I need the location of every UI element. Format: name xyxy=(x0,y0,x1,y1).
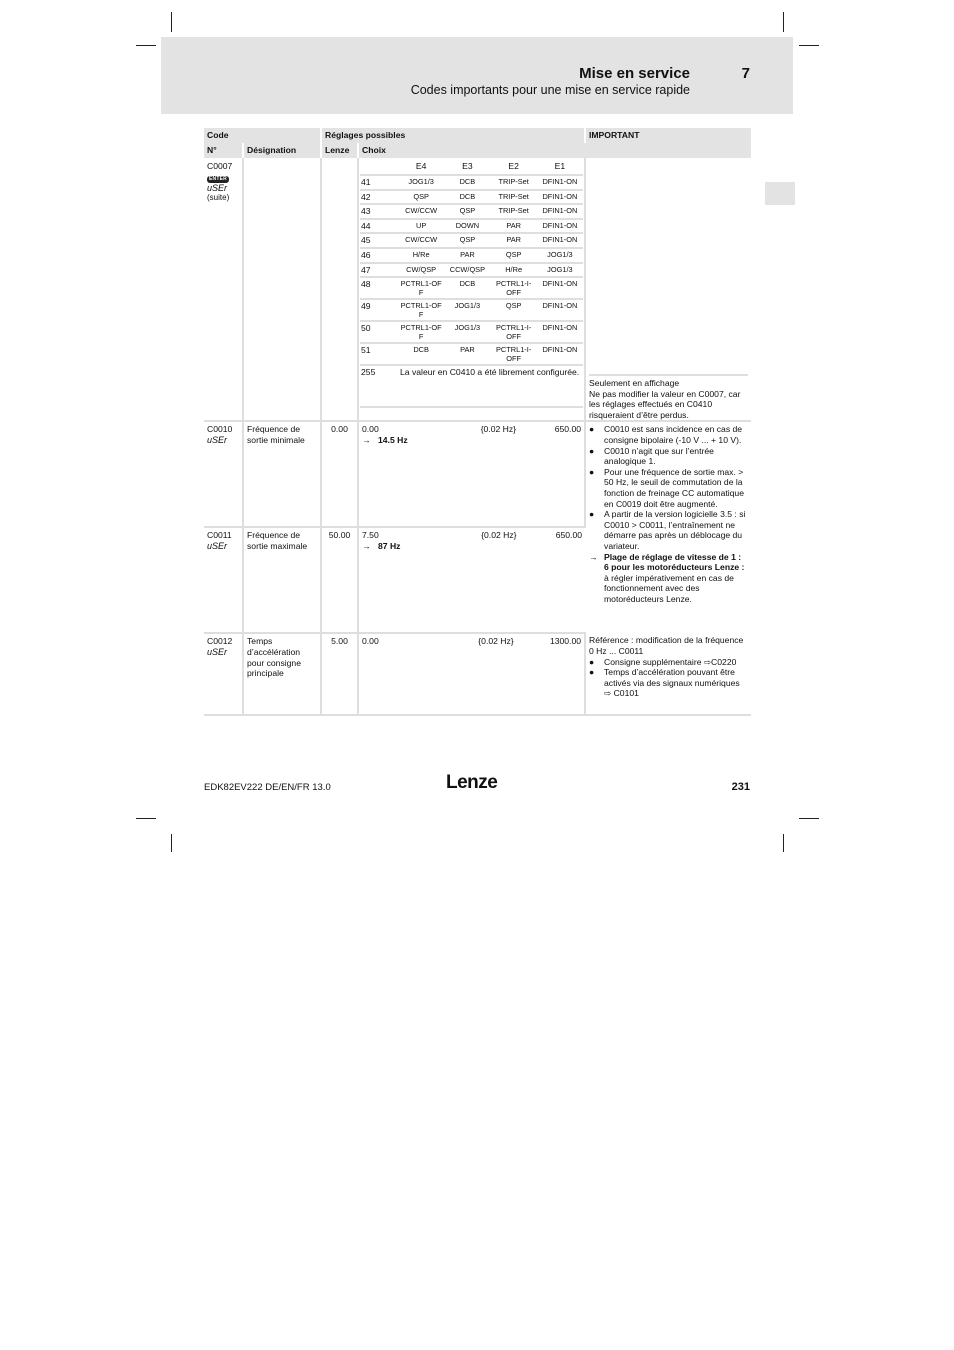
header-designation: Désignation xyxy=(243,143,321,158)
selection-rows xyxy=(360,175,583,365)
row-number: 255 xyxy=(360,365,398,407)
selection-row xyxy=(360,233,583,248)
value-e1: DFIN1-ON xyxy=(537,190,583,205)
note-analog-input: C0010 n’agit que sur l’entrée analogique 1. xyxy=(604,445,714,467)
table-row-c0007 xyxy=(204,158,751,421)
row-number: 50 xyxy=(360,321,398,343)
bullet-icon: ● xyxy=(589,424,595,435)
crop-mark xyxy=(799,818,819,819)
selection-row xyxy=(360,299,583,321)
value-e2: PCTRL1-I-OFF xyxy=(491,321,537,343)
code-number: C0012 xyxy=(207,636,233,647)
crop-mark xyxy=(783,834,784,852)
row-number: 41 xyxy=(360,175,398,190)
value-e4: CW/CCW xyxy=(398,204,444,219)
important-cell xyxy=(585,633,751,715)
lenze-logo: Lenze xyxy=(446,772,498,793)
page-title: Mise en service xyxy=(579,65,690,82)
bullet-icon: ● xyxy=(589,466,595,477)
row-number: 51 xyxy=(360,343,398,365)
value-e3: DOWN xyxy=(444,219,490,234)
value-e3: PAR xyxy=(444,343,490,365)
code-cell xyxy=(204,158,243,421)
value-e4: PCTRL1-OF F xyxy=(398,321,444,343)
header-settings: Réglages possibles xyxy=(321,128,585,143)
value-e3: DCB xyxy=(444,175,490,190)
row-number: 42 xyxy=(360,190,398,205)
bullet-icon: ● xyxy=(589,667,595,678)
range-step: {0.02 Hz} xyxy=(478,636,514,647)
row-number: 47 xyxy=(360,263,398,278)
code-number: C0007 xyxy=(207,161,233,171)
value-e1: DFIN1-ON xyxy=(537,204,583,219)
value-e3: QSP xyxy=(444,233,490,248)
user-menu-label: uSEr xyxy=(207,182,228,193)
value-e4: CW/QSP xyxy=(398,263,444,278)
row-number: 43 xyxy=(360,204,398,219)
bullet-icon: ● xyxy=(589,509,595,520)
note-speed-range-text: à régler impérativement en cas de fonctionnement avec des motoréducteurs Lenze. xyxy=(604,572,734,604)
crop-mark xyxy=(136,45,156,46)
selection-row xyxy=(360,248,583,263)
code-cell xyxy=(204,633,243,715)
code-number: C0011 xyxy=(207,530,232,541)
document-id: EDK82EV222 DE/EN/FR 13.0 xyxy=(204,782,331,793)
note-bipolar: C0010 est sans incidence en cas de consigne bipolaire (-10 V ... + 10 V). xyxy=(604,424,743,445)
crop-mark xyxy=(783,12,784,32)
value-e3: CCW/QSP xyxy=(444,263,490,278)
selection-row xyxy=(360,219,583,234)
value-e2: PAR xyxy=(491,219,537,234)
value-e3: DCB xyxy=(444,277,490,299)
value-e1: DFIN1-ON xyxy=(537,219,583,234)
note-additional-setpoint: Consigne supplémentaire ⇨C0220 xyxy=(604,656,737,667)
designation-cell xyxy=(243,158,321,421)
table-row-c0012 xyxy=(204,633,751,715)
choice-cell xyxy=(358,633,585,715)
important-cell-c0010-c0011 xyxy=(585,421,751,633)
code-cell xyxy=(204,421,243,527)
value-e4: PCTRL1-OF F xyxy=(398,277,444,299)
value-e2: QSP xyxy=(491,299,537,321)
important-cell xyxy=(585,158,751,421)
value-e2: QSP xyxy=(491,248,537,263)
crop-mark xyxy=(171,834,172,852)
enter-key-icon: ENTER xyxy=(209,175,227,182)
page-header xyxy=(161,37,793,114)
page-number: 231 xyxy=(731,781,750,793)
value-e4: CW/CCW xyxy=(398,233,444,248)
value-e3: JOG1/3 xyxy=(444,321,490,343)
note-software-version: A partir de la version logicielle 3.5 : si C0010 > C0011, l’entraînement ne démarre pas après un déblocage du variateur. xyxy=(604,509,746,551)
col-e1: E1 xyxy=(537,160,583,175)
value-e1: DFIN1-ON xyxy=(537,343,583,365)
range-max: 650.00 xyxy=(555,530,583,541)
value-e3: JOG1/3 xyxy=(444,299,490,321)
header-lenze: Lenze xyxy=(321,143,358,158)
value-e2: PCTRL1-I-OFF xyxy=(491,343,537,365)
lenze-default: 0.00 xyxy=(321,421,358,527)
value-e4: PCTRL1-OF F xyxy=(398,299,444,321)
range-max: 1300.00 xyxy=(549,636,582,647)
value-e1: DFIN1-ON xyxy=(537,321,583,343)
arrow-right-icon: → xyxy=(362,540,371,551)
user-menu-label: uSEr xyxy=(207,646,228,657)
designation-cell: Fréquence de sortie minimale xyxy=(243,421,321,527)
parameter-table xyxy=(204,128,751,716)
row-number: 48 xyxy=(360,277,398,299)
value-e1: JOG1/3 xyxy=(537,248,583,263)
code-number: C0010 xyxy=(207,424,233,435)
display-only-note: Seulement en affichage xyxy=(589,378,680,388)
selection-row xyxy=(360,343,583,365)
value-e2: PAR xyxy=(491,233,537,248)
value-e4: DCB xyxy=(398,343,444,365)
row-255-text: La valeur en C0410 a été librement configurée. xyxy=(398,365,583,407)
note-speed-range-title: Plage de réglage de vitesse de 1 : 6 pour les motoréducteurs Lenze : xyxy=(604,551,745,573)
crop-mark xyxy=(136,818,156,819)
range-min: 0.00 xyxy=(362,636,379,647)
lenze-default: 50.00 xyxy=(321,527,358,633)
value-e2: H/Re xyxy=(491,263,537,278)
value-e2: PCTRL1-I-OFF xyxy=(491,277,537,299)
row-number: 46 xyxy=(360,248,398,263)
bullet-icon: ● xyxy=(589,656,595,667)
selection-subtable xyxy=(360,160,583,408)
row-number: 45 xyxy=(360,233,398,248)
range-min: 7.50 xyxy=(362,530,379,541)
row-255 xyxy=(360,365,583,407)
header-choice: Choix xyxy=(358,143,585,158)
choice-cell xyxy=(358,527,585,633)
value-e1: DFIN1-ON xyxy=(537,277,583,299)
bullet-icon: ● xyxy=(589,445,595,456)
page-subtitle: Codes importants pour une mise en service rapide xyxy=(410,83,690,97)
range-max: 650.00 xyxy=(554,424,582,435)
value-e4: JOG1/3 xyxy=(398,175,444,190)
value-e1: JOG1/3 xyxy=(537,263,583,278)
value-e2: TRIP-Set xyxy=(491,204,537,219)
subtable-header xyxy=(360,160,583,175)
note-reference: Référence : modification de la fréquence 0 Hz ... C0011 xyxy=(589,635,744,656)
range-min: 0.00 xyxy=(362,424,379,435)
arrow-right-icon: → xyxy=(589,551,598,562)
selection-row xyxy=(360,175,583,190)
designation-cell: Temps d’accélération pour consigne principale xyxy=(243,633,321,715)
value-e3: DCB xyxy=(444,190,490,205)
value-e1: DFIN1-ON xyxy=(537,233,583,248)
code-cell xyxy=(204,527,243,633)
choice-cell xyxy=(358,421,585,527)
selection-row xyxy=(360,277,583,299)
header-code: Code xyxy=(204,128,321,143)
value-e4: UP xyxy=(398,219,444,234)
note-dc-braking: Pour une fréquence de sortie max. > 50 Hz, le seuil de commutation de la fonction de freinage CC automatique en C0019 doit être augmenté. xyxy=(604,466,744,509)
value-e1: DFIN1-ON xyxy=(537,175,583,190)
table-header-row xyxy=(204,128,751,143)
selection-row xyxy=(360,190,583,205)
value-e1: DFIN1-ON xyxy=(537,299,583,321)
row-number: 49 xyxy=(360,299,398,321)
selection-row xyxy=(360,321,583,343)
table-row-c0010 xyxy=(204,421,751,527)
recommended-value: 87 Hz xyxy=(378,540,401,551)
warning-note: Ne pas modifier la valeur en C0007, car les réglages effectués en C0410 risqueraient d’être perdus. xyxy=(589,388,741,420)
chapter-number: 7 xyxy=(741,65,750,82)
crop-mark xyxy=(171,12,172,32)
value-e2: TRIP-Set xyxy=(491,190,537,205)
choice-cell xyxy=(358,158,585,421)
value-e3: PAR xyxy=(444,248,490,263)
range-step: {0.02 Hz} xyxy=(480,424,517,435)
selection-row xyxy=(360,204,583,219)
value-e4: QSP xyxy=(398,190,444,205)
row-number: 44 xyxy=(360,219,398,234)
user-menu-label: uSEr xyxy=(207,434,228,445)
col-e3: E3 xyxy=(444,160,490,175)
note-acceleration-times: Temps d’accélération pouvant être activés via des signaux numériques ⇨ C0101 xyxy=(604,667,740,699)
header-important: IMPORTANT xyxy=(585,128,751,158)
chapter-tab xyxy=(765,182,795,205)
range-step: {0.02 Hz} xyxy=(481,530,517,541)
arrow-right-icon: → xyxy=(362,434,371,445)
value-e2: TRIP-Set xyxy=(491,175,537,190)
value-e4: H/Re xyxy=(398,248,444,263)
suite-label: (suite) xyxy=(207,193,230,203)
selection-row xyxy=(360,263,583,278)
col-e2: E2 xyxy=(491,160,537,175)
header-no: N° xyxy=(204,143,243,158)
recommended-value: 14.5 Hz xyxy=(378,434,408,445)
col-e4: E4 xyxy=(398,160,444,175)
crop-mark xyxy=(799,45,819,46)
lenze-default: 5.00 xyxy=(321,633,358,715)
designation-cell: Fréquence de sortie maximale xyxy=(243,527,321,633)
lenze-cell xyxy=(321,158,358,421)
value-e3: QSP xyxy=(444,204,490,219)
user-menu-label: uSEr xyxy=(207,540,228,551)
